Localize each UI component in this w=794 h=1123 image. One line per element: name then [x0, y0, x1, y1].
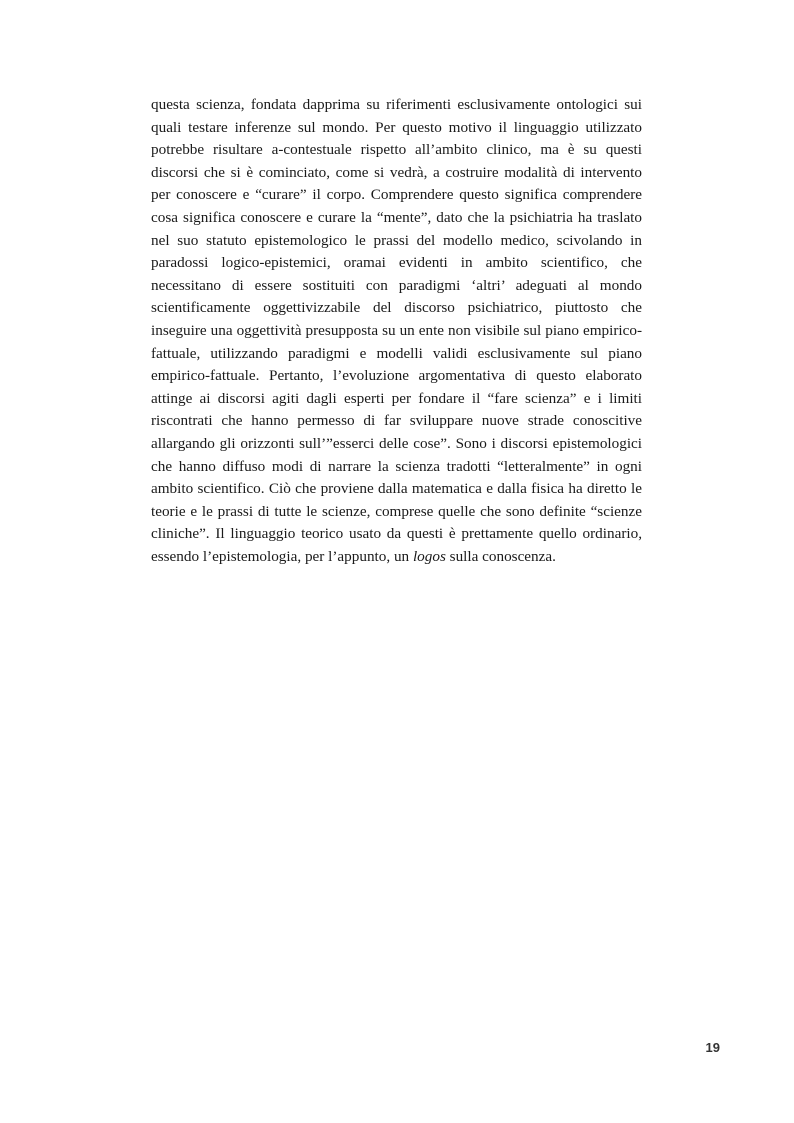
body-paragraph [151, 94, 642, 568]
paragraph-text: questa scienza, fondata dapprima su riferimenti esclusivamente ontologici sui quali testare inferenze sul mondo. Per questo motivo il linguaggio utilizzato potrebbe risultare a-contestuale rispetto all’ambito clinico, ma è su questi discorsi che si è cominciato, come si vedrà, a costruire modalità di intervento per conoscere e “curare” il corpo. Comprendere questo significa comprendere cosa significa conoscere e curare la “mente”, dato che la psichiatria ha traslato nel suo statuto epistemologico le prassi del modello medico, scivolando in paradossi logico-epistemici, oramai evidenti in ambito scientifico, che necessitano di essere sostituiti con paradigmi ‘altri’ adeguati al mondo scientificamente oggettivizzabile del discorso psichiatrico, piuttosto che inseguire una oggettività presupposta su un ente non visibile sul piano empirico-fattuale, utilizzando paradigmi e modelli validi esclusivamente sul piano empirico-fattuale. Pertanto, l’evoluzione argomentativa di questo elaborato attinge ai discorsi agiti dagli esperti per fondare il “fare scienza” e i limiti riscontrati che hanno permesso di far sviluppare nuove strade conoscitive allargando gli orizzonti sull’”esserci delle cose”. Sono i discorsi epistemologici che hanno diffuso modi di narrare la scienza tradotti “letteralmente” in ogni ambito scientifico. Ciò che proviene dalla matematica e dalla fisica ha diretto le teorie e le prassi di tutte le scienze, comprese quelle che sono definite “scienze cliniche”. Il linguaggio teorico usato da questi è prettamente quello ordinario, essendo l’epistemologia, per l’appunto, un [151, 96, 642, 565]
paragraph-text-end: sulla conoscenza. [445, 547, 556, 565]
page-number: 19 [705, 1040, 720, 1055]
paragraph-italic-term: logos [412, 547, 446, 565]
